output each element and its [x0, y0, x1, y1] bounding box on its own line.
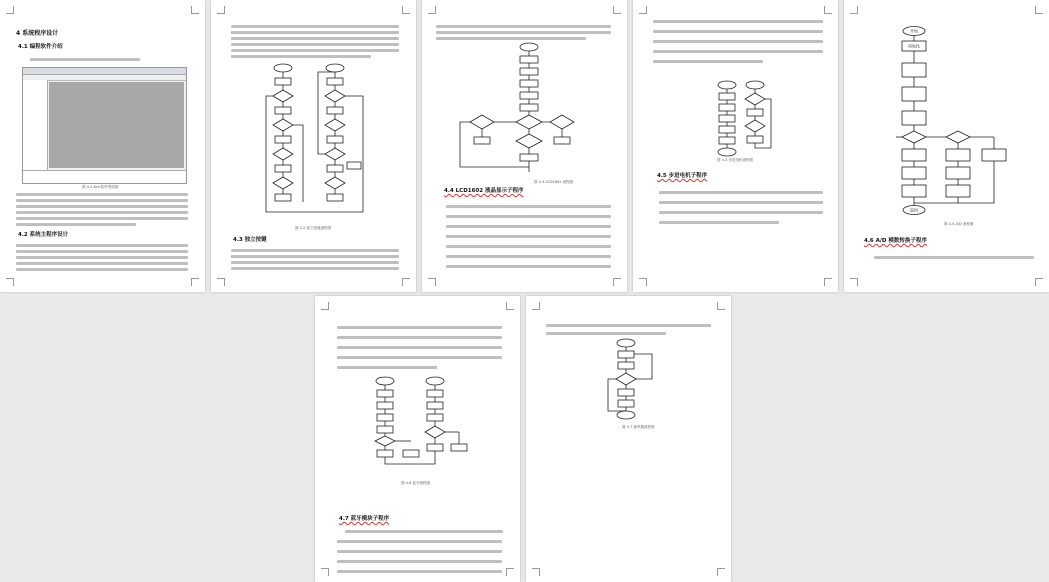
- document-page-6: [315, 296, 520, 582]
- figure-caption: 图 4-5 A/D 流程图: [944, 222, 974, 226]
- figure-caption: 图 4-7 蜂鸣器流程图: [622, 425, 655, 429]
- document-page-1: [0, 0, 205, 292]
- figure-caption: 图 4-3 LCD1602 流程图: [534, 180, 574, 184]
- figure-caption: 图 4-4 步进电机流程图: [717, 158, 753, 162]
- section-heading: 4.7 蓝牙模块子程序: [339, 516, 390, 522]
- document-page-7: [526, 296, 731, 582]
- figure-caption: 图 4-6 蓝牙流程图: [401, 481, 430, 485]
- bluetooth-flowchart-diagram: [373, 376, 473, 476]
- document-page-4: [633, 0, 838, 292]
- document-page-3: [422, 0, 627, 292]
- key-flowchart-diagram: [263, 62, 373, 222]
- buzzer-flowchart-diagram: [604, 338, 664, 423]
- document-page-2: [211, 0, 416, 292]
- section-heading: 4.1 编程软件介绍: [18, 44, 63, 50]
- flow-end-label: 返回: [910, 207, 918, 213]
- section-heading: 4.4 LCD1602 液晶显示子程序: [444, 188, 524, 194]
- section-heading: 4.3 独立按键: [233, 237, 267, 243]
- flow-init-label: 初始化: [908, 43, 920, 49]
- section-heading: 4.5 步进电机子程序: [657, 173, 708, 179]
- flow-start-label: 开始: [910, 28, 918, 34]
- figure-caption: 图 4-1 Keil 软件界面图: [82, 185, 119, 189]
- lcd-flowchart-diagram: [454, 42, 584, 177]
- section-heading: 4.2 系统主程序设计: [18, 232, 69, 238]
- stepper-motor-flowchart-diagram: [705, 80, 775, 160]
- chapter-heading: 4 系统程序设计: [16, 30, 59, 37]
- section-heading: 4.6 A/D 模数转换子程序: [864, 238, 927, 244]
- keil-screenshot-figure: [22, 67, 187, 184]
- document-page-5: [844, 0, 1049, 292]
- ad-flowchart-diagram: [894, 25, 1034, 220]
- figure-caption: 图 4-2 独立按键流程图: [295, 226, 331, 230]
